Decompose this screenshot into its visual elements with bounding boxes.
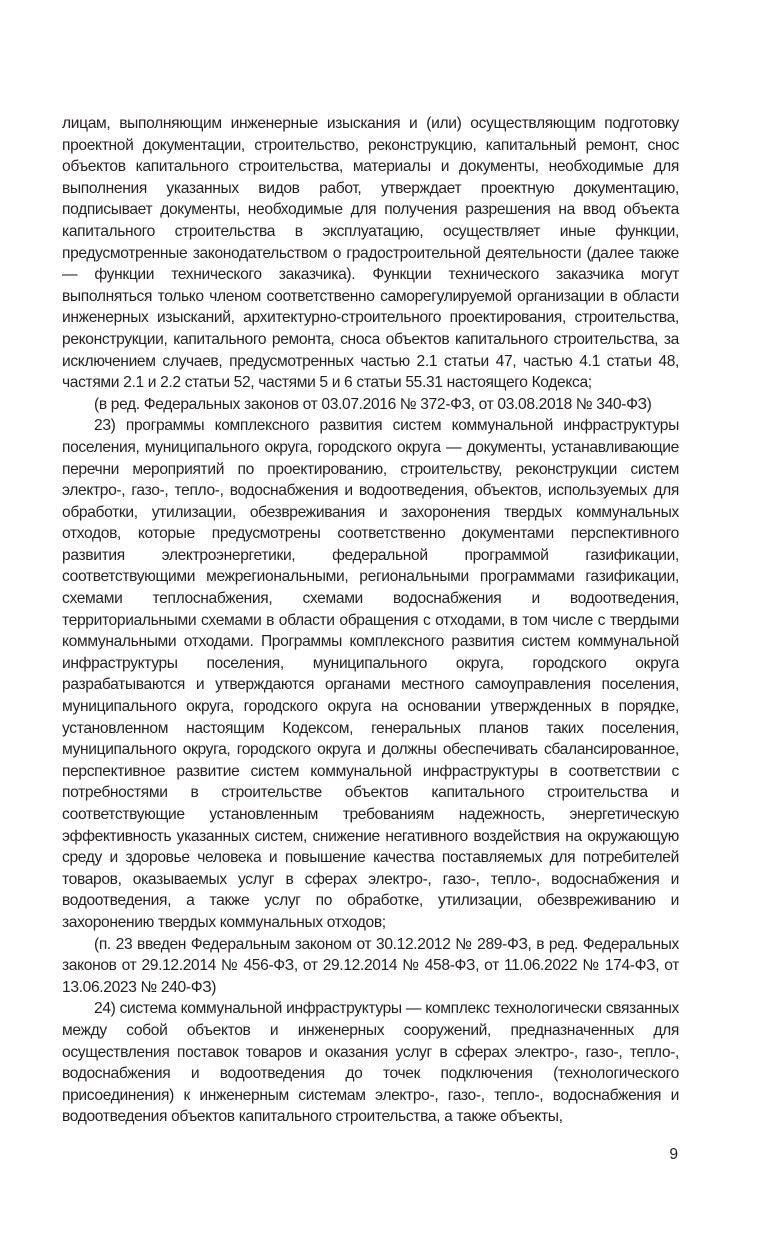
paragraph-item-23: 23) программы комплексного развития систем коммунальной инфраструктуры поселения, муниципального округа, городского округа — документы, устанавливающие перечни мероприятий по проектированию, строительству, реконструкции систем электро-, газо-, тепло-, водоснабжения и водоотведения, объектов, используемых для обработки, утилизации, обезвреживания и захоронения твердых коммунальных отходов, которые предусмотрены соответственно документами перспективного развития электроэнергетики, федеральной программой газификации, соответствующими межрегиональными, региональными программами газификации, схемами теплоснабжения, схемами водоснабжения и водоотведения, территориальными схемами в области обращения с отходами, в том числе с твердыми коммунальными отходами. Программы комплексного развития систем коммунальной инфраструктуры поселения, муниципального округа, городского округа разрабатываются и утверждаются органами местного самоуправления поселения, муниципального округа, городского округа на основании утвержденных в порядке, установленном настоящим Кодексом, генеральных планов таких поселения, муниципального округа, городского округа и должны обеспечивать сбалансированное, перспективное развитие систем коммунальной инфраструктуры в соответствии с потребностями в строительстве объектов капитального строительства и соответствующие установленным требованиям надежность, энергетическую эффективность указанных систем, снижение негативного воздействия на окружающую среду и здоровье человека и повышение качества поставляемых для потребителей товаров, оказываемых услуг в сферах электро-, газо-, тепло-, водоснабжения и водоотведения, а также услуг по обработке, утилизации, обезвреживанию и захоронению твердых коммунальных отходов; — [62, 417, 679, 931]
paragraph-functions-technical-customer: лицам, выполняющим инженерные изыскания и (или) осуществляющим подготовку проектной документации, строительство, реконструкцию, капитальный ремонт, снос объектов капитального строительства, материалы и документы, необходимые для выполнения указанных видов работ, утверждает проектную документацию, подписывает документы, необходимые для получения разрешения на ввод объекта капитального строительства в эксплуатацию, осуществляет иные функции, предусмотренные законодательством о градостроительной деятельности (далее также — функции технического заказчика). Функции технического заказчика могут выполняться только членом соответственно саморегулируемой организации в области инженерных изысканий, архитектурно-строительного проектирования, строительства, реконструкции, капитального ремонта, сноса объектов капитального строительства, за исключением случаев, предусмотренных частью 2.1 статьи 47, частью 4.1 статьи 48, частями 2.1 и 2.2 статьи 52, частями 5 и 6 статьи 55.31 настоящего Кодекса; — [62, 115, 679, 392]
document-body — [62, 113, 679, 1128]
amendment-note-1: (в ред. Федеральных законов от 03.07.2016 № 372-ФЗ, от 03.08.2018 № 340-ФЗ) — [94, 395, 652, 413]
paragraph-item-24: 24) система коммунальной инфраструктуры — комплекс технологически связанных между собой объектов и инженерных сооружений, предназначенных для осуществления поставок товаров и оказания услуг в сферах электро-, газо-, тепло-, водоснабжения и водоотведения до точек подключения (технологического присоединения) к инженерным системам электро-, газо-, тепло-, водоснабжения и водоотведения объектов капитального строительства, а также объекты, — [62, 1000, 679, 1126]
page-number: 9 — [669, 1146, 678, 1163]
amendment-note-2: (п. 23 введен Федеральным законом от 30.12.2012 № 289-ФЗ, в ред. Федеральных законов от 29.12.2014 № 456-ФЗ, от 29.12.2014 № 458-ФЗ, от 11.06.2022 № 174-ФЗ, от 13.06.2023 № 240-ФЗ) — [62, 935, 679, 996]
